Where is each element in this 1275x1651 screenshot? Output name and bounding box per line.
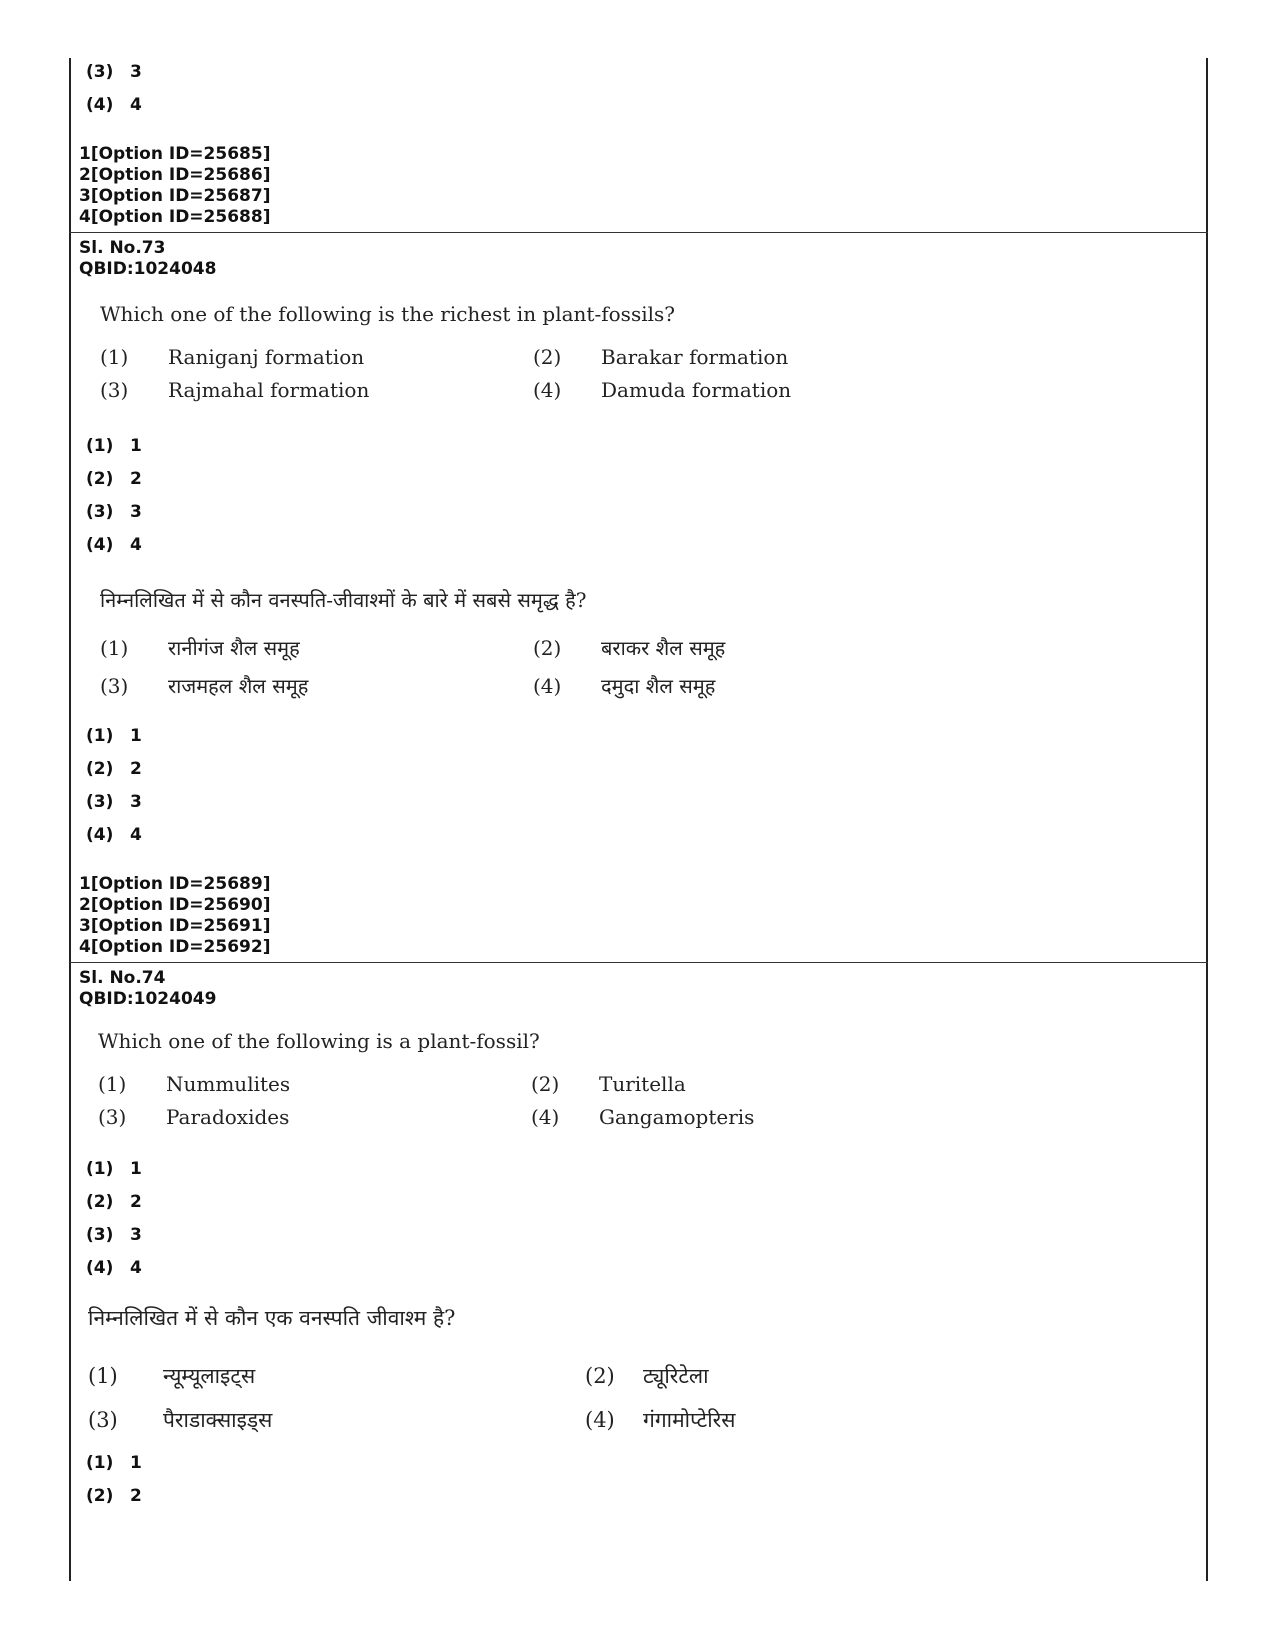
question-option: (1) Nummulites xyxy=(98,1072,291,1096)
answer-option: (4) 4 xyxy=(86,1258,142,1278)
question-header xyxy=(79,968,216,1010)
question-option: (3) राजमहल शैल समूह xyxy=(100,674,309,698)
question-option: (2) बराकर शैल समूह xyxy=(533,636,726,660)
answer-option: (3) 3 xyxy=(86,792,142,812)
answer-option: (1) 1 xyxy=(86,436,142,456)
question-text-en: Which one of the following is a plant-fossil? xyxy=(98,1029,540,1053)
option-id: 3[Option ID=25687] xyxy=(79,186,271,206)
option-id: 4[Option ID=25688] xyxy=(79,207,271,227)
option-id: 2[Option ID=25686] xyxy=(79,165,271,185)
page-frame xyxy=(69,58,1208,1581)
answer-option: (1) 1 xyxy=(86,1159,142,1179)
question-option: (1) Raniganj formation xyxy=(100,345,365,369)
answer-option: (3) 3 xyxy=(86,1225,142,1245)
question-option: (4) Gangamopteris xyxy=(531,1105,755,1129)
answer-option: (2) 2 xyxy=(86,1192,142,1212)
question-option: (2) Turitella xyxy=(531,1072,686,1096)
question-option: (3) Paradoxides xyxy=(98,1105,290,1129)
question-option: (4) Damuda formation xyxy=(533,378,792,402)
answer-option: (4) 4 xyxy=(86,95,142,115)
question-option: (4) दमुदा शैल समूह xyxy=(533,674,716,698)
question-option: (2) ट्यूरिटेला xyxy=(585,1364,709,1388)
question-divider xyxy=(69,962,1208,963)
qbid: QBID:1024049 xyxy=(79,989,217,1009)
answer-option: (2) 2 xyxy=(86,1486,142,1506)
question-text-en: Which one of the following is the richest in plant-fossils? xyxy=(100,302,675,326)
answer-option: (1) 1 xyxy=(86,726,142,746)
answer-option: (2) 2 xyxy=(86,469,142,489)
option-id: 1[Option ID=25689] xyxy=(79,874,271,894)
option-id-list xyxy=(79,874,270,958)
answer-option: (2) 2 xyxy=(86,759,142,779)
question-divider xyxy=(69,232,1208,233)
question-option: (3) Rajmahal formation xyxy=(100,378,370,402)
answer-option: (3) 3 xyxy=(86,502,142,522)
question-option: (1) रानीगंज शैल समूह xyxy=(100,636,300,660)
answer-option: (1) 1 xyxy=(86,1453,142,1473)
question-option: (1) न्यूम्यूलाइट्स xyxy=(88,1364,256,1388)
question-text-hi: निम्नलिखित में से कौन वनस्पति-जीवाश्मों के बारे में सबसे समृद्ध है? xyxy=(100,588,587,612)
qbid: QBID:1024048 xyxy=(79,259,217,279)
answer-option: (4) 4 xyxy=(86,825,142,845)
option-id: 4[Option ID=25692] xyxy=(79,937,271,957)
answer-option: (4) 4 xyxy=(86,535,142,555)
option-id: 1[Option ID=25685] xyxy=(79,144,271,164)
serial-number: Sl. No.73 xyxy=(79,238,166,258)
question-header xyxy=(79,238,216,280)
option-id: 2[Option ID=25690] xyxy=(79,895,271,915)
question-option: (2) Barakar formation xyxy=(533,345,789,369)
question-option: (3) पैराडाक्साइड्स xyxy=(88,1408,273,1432)
question-option: (4) गंगामोप्टेरिस xyxy=(585,1408,736,1432)
answer-option: (3) 3 xyxy=(86,62,142,82)
question-text-hi: निम्नलिखित में से कौन एक वनस्पति जीवाश्म है? xyxy=(88,1306,456,1330)
option-id: 3[Option ID=25691] xyxy=(79,916,271,936)
serial-number: Sl. No.74 xyxy=(79,968,166,988)
option-id-list xyxy=(79,144,270,228)
